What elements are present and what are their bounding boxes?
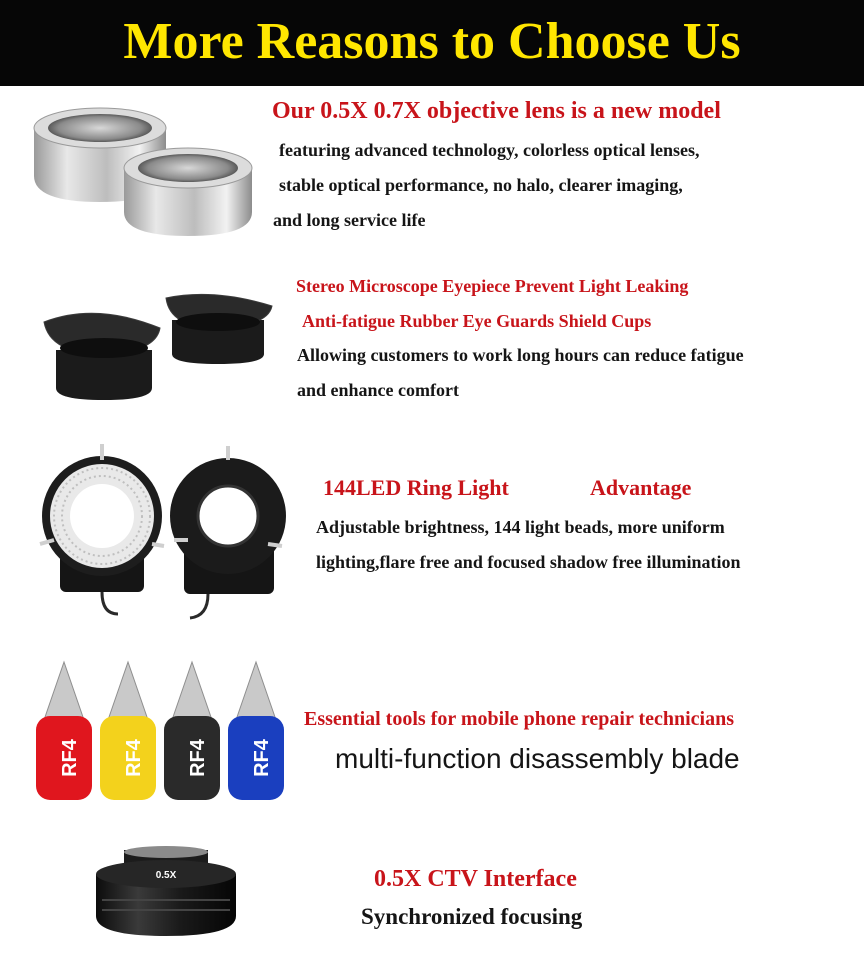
blade-3 [164,662,220,800]
blade-4 [228,662,284,800]
objective-lens-image [28,98,278,238]
lens-heading: Our 0.5X 0.7X objective lens is a new model [272,98,721,124]
ringlight-heading: 144LED Ring Light [323,475,509,500]
header-banner [0,0,864,86]
adapter-label: 0.5X [155,870,177,881]
eyeguard-heading-1: Stereo Microscope Eyepiece Prevent Light Leaking [296,276,689,296]
ctv-heading: 0.5X CTV Interface [374,866,577,892]
blades-heading: Essential tools for mobile phone repair technicians [304,708,735,730]
blade-brand-label: RF4 [251,739,273,777]
eye-guard-image [36,292,276,402]
blade-brand-label: RF4 [187,739,209,777]
eyeguard-line-1: Allowing customers to work long hours can reduce fatigue [297,345,744,365]
eyeguard-line-2: and enhance comfort [297,380,459,400]
blade-brand-label: RF4 [59,739,81,777]
lens-line-1: featuring advanced technology, colorless optical lenses, [279,140,700,160]
ctv-adapter-image [88,844,248,940]
blades-subline: multi-function disassembly blade [335,743,740,774]
blade-brand-label: RF4 [123,739,145,777]
ringlight-line-1: Adjustable brightness, 144 light beads, more uniform [316,517,725,537]
ctv-subline: Synchronized focusing [361,904,583,929]
ringlight-line-2: lighting,flare free and focused shadow free illumination [316,552,741,572]
blade-1 [36,662,92,800]
lens-line-3: and long service life [273,210,426,230]
blade-2 [100,662,156,800]
ringlight-advantage: Advantage [590,475,692,500]
ring-light-image [40,444,290,620]
eyeguard-heading-2: Anti-fatigue Rubber Eye Guards Shield Cups [302,311,652,331]
page-title: More Reasons to Choose Us [123,13,741,70]
lens-line-2: stable optical performance, no halo, clearer imaging, [279,175,683,195]
disassembly-blades-image [30,656,290,806]
